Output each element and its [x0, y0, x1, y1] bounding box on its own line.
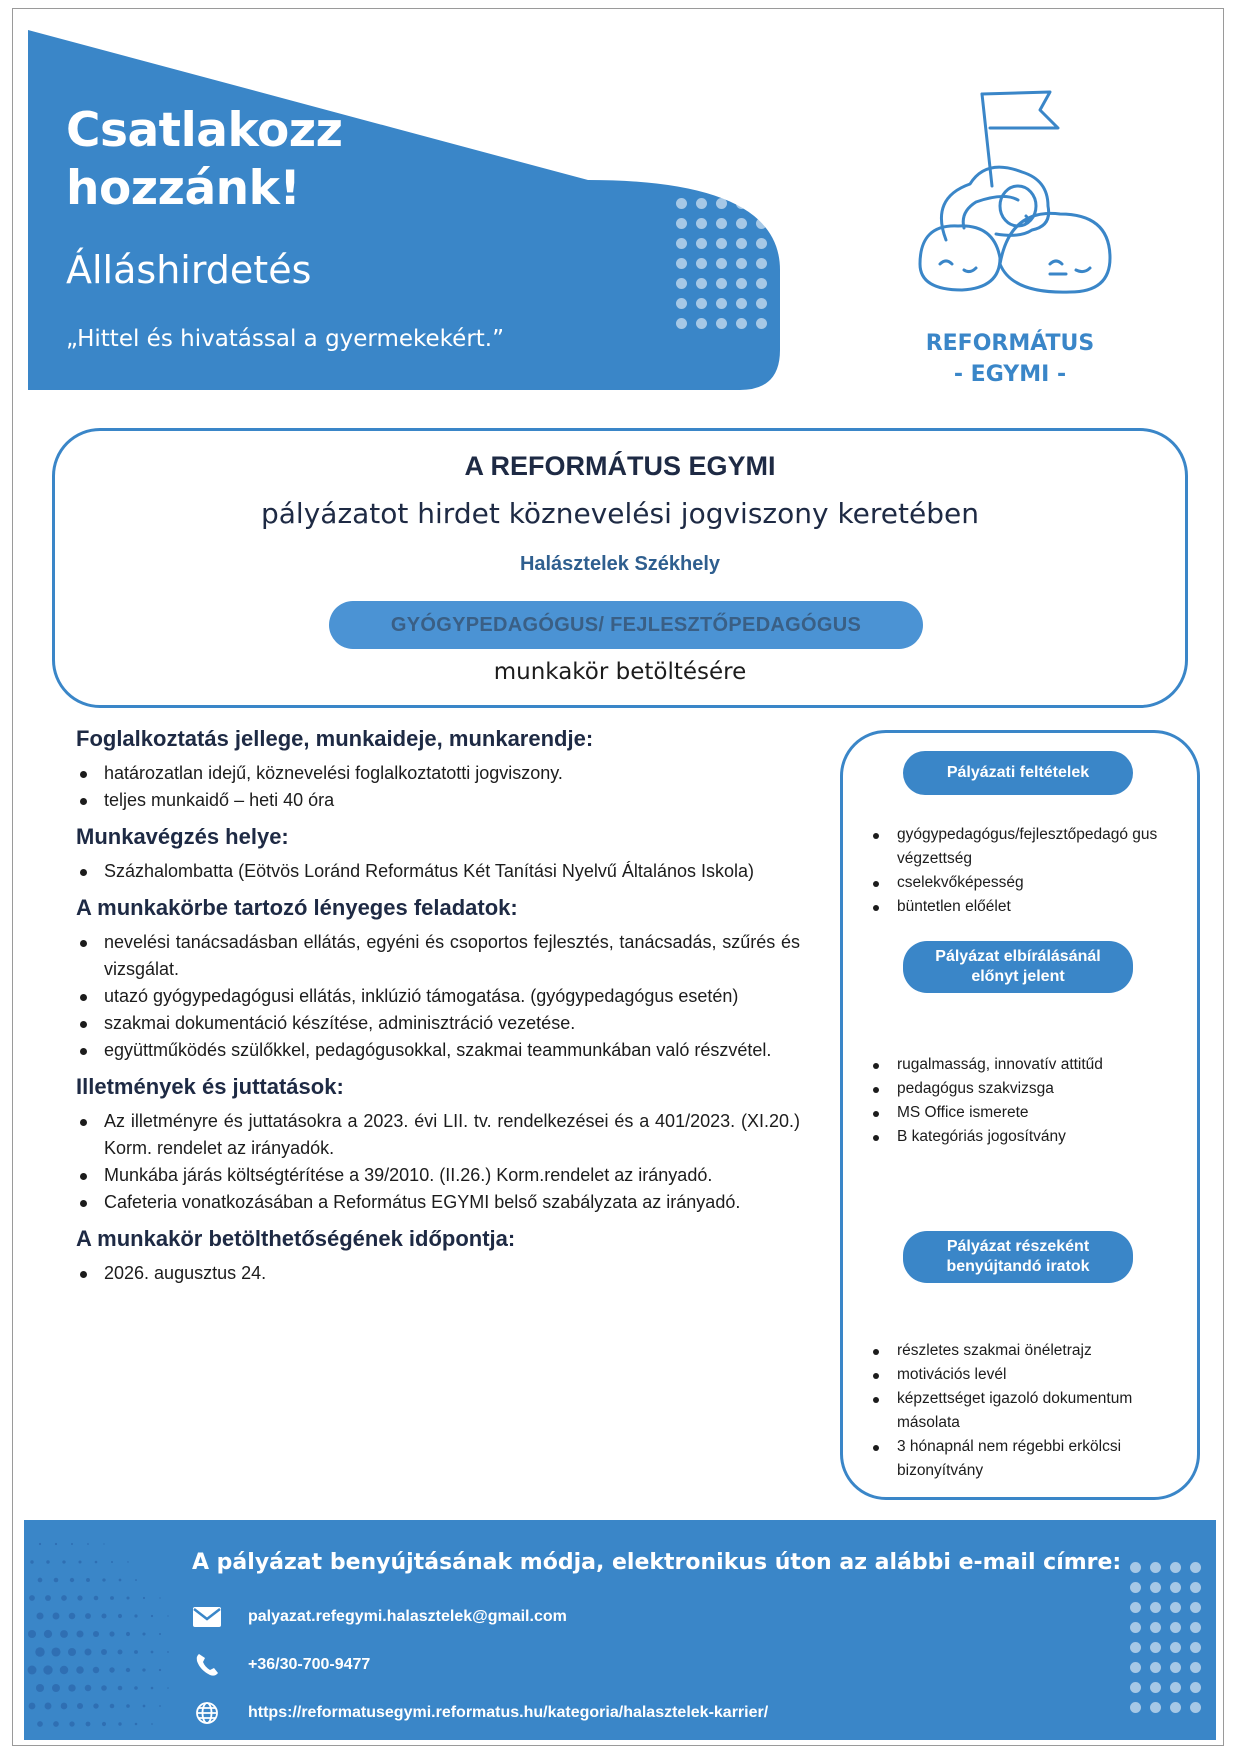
- halftone-dot: [60, 1666, 69, 1675]
- halftone-dot: [44, 1630, 52, 1638]
- decorative-dot: [716, 218, 727, 229]
- decorative-dot: [1190, 1662, 1201, 1673]
- footer-dot-pattern: [24, 1520, 184, 1740]
- decorative-dot: [756, 218, 767, 229]
- decorative-dot: [1130, 1642, 1141, 1653]
- halftone-dot: [37, 1721, 43, 1727]
- halftone-dot: [126, 1596, 129, 1599]
- decorative-dot: [676, 218, 687, 229]
- halftone-dot: [86, 1578, 90, 1582]
- halftone-dot: [45, 1703, 52, 1710]
- list-item: szakmai dokumentáció készítése, adminisztráció vezetése.: [76, 1010, 800, 1037]
- list-item: utazó gyógypedagógusi ellátás, inklúzió támogatása. (gyógypedagógus esetén): [76, 983, 800, 1010]
- decorative-dot: [1170, 1642, 1181, 1653]
- footer-email-link[interactable]: palyazat.refegymi.halasztelek@gmail.com: [248, 1608, 567, 1625]
- halftone-dot: [53, 1613, 60, 1620]
- halftone-dot: [38, 1578, 43, 1583]
- school-logo: [900, 88, 1130, 318]
- footer-email-row: [192, 1604, 567, 1630]
- halftone-dot: [109, 1667, 114, 1672]
- decorative-dot: [676, 258, 687, 269]
- footer-website-link[interactable]: https://reformatusegymi.reformatus.hu/kategoria/halasztelek-karrier/: [248, 1704, 769, 1721]
- halftone-dot: [151, 1615, 153, 1617]
- halftone-dot: [134, 1650, 138, 1654]
- decorative-dot: [1130, 1562, 1141, 1573]
- decorative-dot: [1170, 1702, 1181, 1713]
- halftone-dot: [135, 1723, 138, 1726]
- list-item: nevelési tanácsadásban ellátás, egyéni és csoportos fejlesztés, tanácsadás, szűrés és vizsgálat.: [76, 929, 800, 983]
- footer-dot-grid: [1130, 1562, 1210, 1722]
- halftone-dot: [111, 1561, 113, 1563]
- decorative-dot: [1150, 1562, 1161, 1573]
- halftone-dot: [68, 1684, 75, 1691]
- halftone-dot: [93, 1631, 99, 1637]
- section-list: [76, 858, 800, 885]
- decorative-dot: [1190, 1602, 1201, 1613]
- halftone-dot: [101, 1685, 107, 1691]
- decorative-dot: [1150, 1702, 1161, 1713]
- decorative-dot: [716, 238, 727, 249]
- halftone-dot: [103, 1543, 104, 1544]
- decorative-dot: [1170, 1562, 1181, 1573]
- decorative-dot: [1130, 1622, 1141, 1633]
- decorative-dot: [756, 258, 767, 269]
- halftone-dot: [118, 1686, 123, 1691]
- sidebar-box: [840, 730, 1200, 1500]
- halftone-dot: [127, 1561, 128, 1562]
- decorative-dot: [756, 198, 767, 209]
- halftone-dot: [70, 1578, 74, 1582]
- list-item: Cafeteria vonatkozásában a Református EGYMI belső szabályzata az irányadó.: [76, 1189, 800, 1216]
- halftone-dot: [110, 1704, 115, 1709]
- halftone-dot: [142, 1668, 145, 1671]
- decorative-dot: [696, 278, 707, 289]
- announcement-location: Halásztelek Székhely: [519, 553, 721, 575]
- halftone-dot: [55, 1543, 57, 1545]
- halftone-dot: [143, 1705, 146, 1708]
- decorative-dot: [1190, 1562, 1201, 1573]
- halftone-dot: [36, 1612, 43, 1619]
- halftone-dot: [29, 1703, 36, 1710]
- decorative-dot: [1190, 1622, 1201, 1633]
- halftone-dot: [126, 1668, 130, 1672]
- decorative-dot: [756, 278, 767, 289]
- halftone-dot: [60, 1630, 68, 1638]
- decorative-dot: [676, 278, 687, 289]
- halftone-dot: [151, 1651, 154, 1654]
- decorative-dot: [676, 238, 687, 249]
- decorative-dot: [696, 318, 707, 329]
- halftone-dot: [134, 1614, 137, 1617]
- halftone-dot: [134, 1686, 138, 1690]
- halftone-dot: [28, 1666, 37, 1675]
- decorative-dot: [1130, 1582, 1141, 1593]
- lamb-flag-logo-icon: [900, 88, 1130, 318]
- decorative-dot: [716, 318, 727, 329]
- announcement-box: [52, 428, 1188, 708]
- halftone-dot: [87, 1543, 89, 1545]
- sidebar-list-item: cselekvőképesség: [867, 871, 1167, 895]
- decorative-dot: [1130, 1602, 1141, 1613]
- section-heading: Foglalkoztatás jellege, munkaideje, munkarendje:: [76, 726, 594, 751]
- globe-icon: [192, 1700, 222, 1726]
- halftone-dot: [118, 1650, 123, 1655]
- halftone-dot: [85, 1685, 92, 1692]
- decorative-dot: [696, 258, 707, 269]
- phone-icon: [192, 1652, 222, 1678]
- decorative-dot: [716, 298, 727, 309]
- halftone-dot: [159, 1597, 160, 1598]
- halftone-dot: [126, 1632, 130, 1636]
- halftone-dot: [29, 1595, 35, 1601]
- sidebar-list-item: részletes szakmai önéletrajz: [867, 1339, 1167, 1363]
- decorative-dot: [736, 218, 747, 229]
- announcement-footer: munkakör betöltésére: [493, 659, 747, 685]
- footer-phone-link[interactable]: +36/30-700-9477: [248, 1656, 371, 1673]
- section-list: [76, 929, 800, 1064]
- decorative-dot: [716, 258, 727, 269]
- halftone-dot: [76, 1666, 84, 1674]
- list-item: határozatlan idejű, köznevelési foglalkoztatotti jogviszony.: [76, 760, 800, 787]
- logo-text-line2: - EGYMI -: [953, 362, 1067, 387]
- decorative-dot: [736, 278, 747, 289]
- halftone-dot: [62, 1560, 65, 1563]
- halftone-dot: [167, 1687, 169, 1689]
- main-content: [76, 726, 800, 1297]
- halftone-dot: [61, 1703, 68, 1710]
- decorative-dot: [696, 218, 707, 229]
- decorative-dot: [1130, 1702, 1141, 1713]
- sidebar-pill: Pályázat elbírálásánál előnyt jelent: [903, 941, 1133, 993]
- list-item: Munkába járás költségtérítése a 39/2010. (II.26.) Korm.rendelet az irányadó.: [76, 1162, 800, 1189]
- banner-subtitle: Álláshirdetés: [66, 248, 312, 292]
- halftone-dot: [109, 1631, 114, 1636]
- halftone-dot: [53, 1721, 59, 1727]
- halftone-dot: [101, 1649, 107, 1655]
- halftone-dot: [143, 1597, 145, 1599]
- list-item: teljes munkaidő – heti 40 óra: [76, 787, 800, 814]
- halftone-dot: [151, 1723, 153, 1725]
- footer-banner: [24, 1520, 1216, 1740]
- sidebar-list-item: büntetlen előélet: [867, 895, 1167, 919]
- halftone-dot: [118, 1614, 122, 1618]
- footer-phone-row: [192, 1652, 370, 1678]
- list-item: 2026. augusztus 24.: [76, 1260, 800, 1287]
- halftone-dot: [77, 1595, 82, 1600]
- decorative-dot: [736, 198, 747, 209]
- list-item: Az illetményre és juttatásokra a 2023. évi LII. tv. rendelkezései és a 401/2023. (XI.20.) Korm. rendelet az irányadók.: [76, 1108, 800, 1162]
- decorative-dot: [1170, 1662, 1181, 1673]
- halftone-dot: [93, 1667, 99, 1673]
- halftone-dot: [69, 1721, 74, 1726]
- halftone-dot: [142, 1632, 145, 1635]
- decorative-dot: [1150, 1602, 1161, 1613]
- halftone-dot: [77, 1703, 83, 1709]
- halftone-dot: [68, 1648, 76, 1656]
- banner-title: Csatlakozz hozzánk!: [66, 103, 343, 216]
- halftone-dot: [126, 1704, 130, 1708]
- sidebar-list-item: képzettséget igazoló dokumentum másolata: [867, 1387, 1167, 1435]
- decorative-dot: [676, 198, 687, 209]
- section-list: [76, 1260, 800, 1287]
- logo-text: [880, 328, 1140, 390]
- decorative-dot: [716, 198, 727, 209]
- halftone-dot: [167, 1615, 168, 1616]
- halftone-dot: [78, 1560, 81, 1563]
- decorative-dot: [756, 318, 767, 329]
- sidebar-list-item: MS Office ismerete: [867, 1101, 1167, 1125]
- decorative-dot: [696, 298, 707, 309]
- announcement-line: pályázatot hirdet köznevelési jogviszony keretében: [261, 497, 979, 530]
- halftone-dot: [102, 1722, 106, 1726]
- decorative-dot: [756, 238, 767, 249]
- halftone-dot: [118, 1722, 121, 1725]
- footer-title: A pályázat benyújtásának módja, elektronikus úton az alábbi e-mail címre:: [192, 1550, 1122, 1575]
- halftone-dot: [43, 1665, 52, 1674]
- section-heading: A munkakör betölthetőségének időpontja:: [76, 1226, 516, 1251]
- halftone-dot: [54, 1578, 59, 1583]
- sidebar-list-item: B kategóriás jogosítvány: [867, 1125, 1167, 1149]
- decorative-dot: [1150, 1622, 1161, 1633]
- position-pill: GYÓGYPEDAGÓGUS/ FEJLESZTŐPEDAGÓGUS: [329, 601, 923, 649]
- decorative-dot: [1190, 1642, 1201, 1653]
- decorative-dot: [736, 258, 747, 269]
- banner-motto: „Hittel és hivatással a gyermekekért.”: [66, 326, 505, 352]
- decorative-dot: [1150, 1682, 1161, 1693]
- halftone-dot: [135, 1579, 137, 1581]
- halftone-dot: [69, 1613, 76, 1620]
- section-heading: Illetmények és juttatások:: [76, 1074, 344, 1099]
- halftone-dot: [86, 1722, 91, 1727]
- halftone-dot: [51, 1647, 60, 1656]
- halftone-dot: [30, 1560, 33, 1563]
- announcement-title: A REFORMÁTUS EGYMI: [464, 451, 776, 481]
- decorative-dot: [1150, 1582, 1161, 1593]
- halftone-dot: [110, 1596, 114, 1600]
- halftone-dot: [39, 1543, 41, 1545]
- decorative-dot: [1170, 1602, 1181, 1613]
- logo-text-line1: REFORMÁTUS: [925, 331, 1095, 356]
- halftone-dot: [167, 1651, 169, 1653]
- halftone-dot: [151, 1687, 154, 1690]
- decorative-dot: [736, 298, 747, 309]
- decorative-dot: [1190, 1582, 1201, 1593]
- halftone-dot: [93, 1703, 98, 1708]
- envelope-icon: [192, 1604, 222, 1630]
- decorative-dot: [1130, 1682, 1141, 1693]
- halftone-dot: [85, 1613, 91, 1619]
- halftone-dot: [46, 1560, 49, 1563]
- halftone-dot: [159, 1633, 161, 1635]
- halftone-dot: [35, 1647, 44, 1656]
- sidebar-list-item: gyógypedagógus/fejlesztőpedagó gus végzettség: [867, 823, 1167, 871]
- decorative-dot: [676, 318, 687, 329]
- decorative-dot: [1150, 1662, 1161, 1673]
- footer-website-row: [192, 1700, 768, 1726]
- decorative-dot-grid: [676, 198, 776, 338]
- decorative-dot: [676, 298, 687, 309]
- sidebar-list-item: rugalmasság, innovatív attitűd: [867, 1053, 1167, 1077]
- decorative-dot: [1170, 1682, 1181, 1693]
- decorative-dot: [1190, 1682, 1201, 1693]
- sidebar-pill: Pályázat részeként benyújtandó iratok: [903, 1231, 1133, 1283]
- decorative-dot: [756, 298, 767, 309]
- halftone-dot: [28, 1630, 36, 1638]
- section-list: [76, 1108, 800, 1216]
- halftone-dot: [61, 1595, 67, 1601]
- halftone-dot: [119, 1579, 122, 1582]
- halftone-dot: [95, 1561, 98, 1564]
- halftone-dot: [159, 1705, 161, 1707]
- section-heading: A munkakörbe tartozó lényeges feladatok:: [76, 895, 518, 920]
- decorative-dot: [1130, 1662, 1141, 1673]
- halftone-dot: [45, 1595, 51, 1601]
- list-item: Százhalombatta (Eötvös Loránd Református Két Tanítási Nyelvű Általános Iskola): [76, 858, 800, 885]
- halftone-dot: [71, 1543, 73, 1545]
- halftone-dot: [52, 1684, 60, 1692]
- decorative-dot: [1170, 1622, 1181, 1633]
- sidebar-list-item: 3 hónapnál nem régebbi erkölcsi bizonyítvány: [867, 1435, 1167, 1483]
- sidebar-list: [867, 1053, 1167, 1149]
- decorative-dot: [1170, 1582, 1181, 1593]
- sidebar-pill: Pályázati feltételek: [903, 751, 1133, 795]
- sidebar-list-item: pedagógus szakvizsga: [867, 1077, 1167, 1101]
- halftone-dot: [36, 1684, 44, 1692]
- decorative-dot: [736, 238, 747, 249]
- decorative-dot: [1190, 1702, 1201, 1713]
- decorative-dot: [696, 238, 707, 249]
- halftone-dot: [159, 1669, 161, 1671]
- section-list: [76, 760, 800, 814]
- decorative-dot: [696, 198, 707, 209]
- sidebar-list-item: motivációs levél: [867, 1363, 1167, 1387]
- list-item: együttműködés szülőkkel, pedagógusokkal, szakmai teammunkában való részvétel.: [76, 1037, 800, 1064]
- halftone-dot: [102, 1578, 105, 1581]
- decorative-dot: [1150, 1642, 1161, 1653]
- halftone-dot: [94, 1596, 99, 1601]
- sidebar-list: [867, 823, 1167, 919]
- halftone-dot: [76, 1630, 83, 1637]
- decorative-dot: [716, 278, 727, 289]
- header-banner: [28, 30, 780, 390]
- section-heading: Munkavégzés helye:: [76, 824, 289, 849]
- sidebar-list: [867, 1339, 1167, 1483]
- halftone-dot: [101, 1613, 106, 1618]
- halftone-dot: [84, 1648, 91, 1655]
- decorative-dot: [736, 318, 747, 329]
